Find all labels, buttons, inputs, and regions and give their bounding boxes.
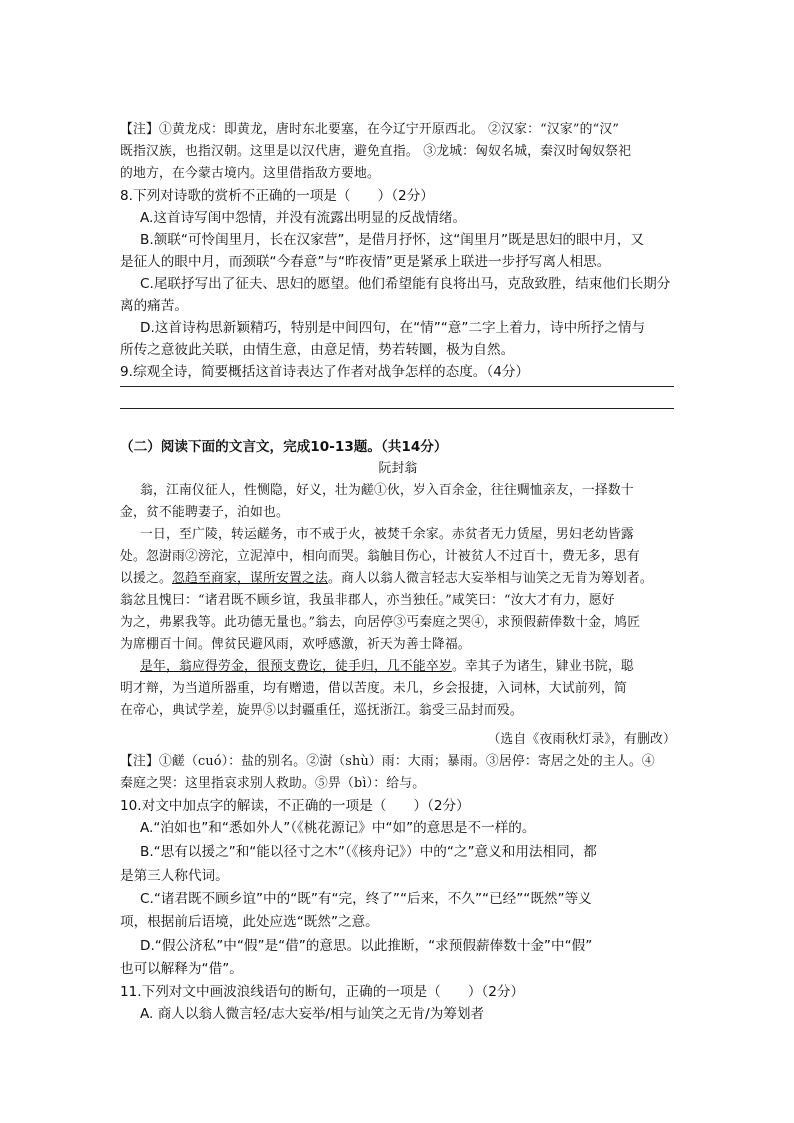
section2-heading: （二）阅读下面的文言文，完成10-13题。（共14分） bbox=[120, 439, 448, 455]
note1-line-1: 【注】①黄龙戍：即黄龙，唐时东北要塞，在今辽宁开原西北。 ②汉家：“汉家”的“汉” bbox=[120, 122, 620, 137]
q10-option-d-line1: D.“假公济私”中“假”是“借”的意思。以此推断，“求预假薪俸数十金”中“假” bbox=[140, 938, 593, 954]
passage-p3-line3: 在帝心，典试学差，旋畀⑤以封疆重任，巡抚浙江。翁受三品封而殁。 bbox=[120, 703, 523, 718]
passage-p3-line1-post: 。幸其子为诸生，肄业书院，聪 bbox=[451, 659, 634, 674]
q8-option-c-line2: 离的痛苦。 bbox=[120, 298, 188, 314]
passage-p2-line3 bbox=[120, 568, 676, 590]
q10-option-a: A.“泊如也”和“悉如外人”（《桃花源记》中“如”的意思是不一样的。 bbox=[140, 820, 536, 836]
q8-option-d-line1: D.这首诗构思新颖精巧，特别是中间四句，在“情”“意”二字上着力，诗中所抒之情与 bbox=[140, 320, 646, 336]
passage-p2-line3-pre: 以援之。 bbox=[120, 571, 172, 586]
q10-option-c-line1: C.“诸君既不顾乡谊”中的“既”有“完，终了”“后来，不久”“已经”“既然”等义 bbox=[140, 891, 592, 907]
passage-p2-line3-post: 。商人以翁人微言轻志大妄举相与讪笑之无肯为筹划者。 bbox=[327, 571, 653, 586]
passage-p1-line1: 翁，江南仪征人，性恻隐，好义，壮为鹾①伙，岁入百余金，往往赒恤亲友，一择数十 bbox=[140, 483, 634, 498]
q11-option-a: A. 商人以翁人微言轻/志大妄举/相与讪笑之无肯/为筹划者 bbox=[140, 1006, 485, 1022]
underlined-sentence-1: 忽趋至商家，谋所安置之法 bbox=[172, 571, 328, 586]
q8-option-b-line2: 是征人的眼中月，而颈联“今春意”与“昨夜情”更是紧承上联进一步抒写离人相思。 bbox=[120, 254, 611, 270]
q10-option-b-line1: B.“思有以援之”和“能以径寸之木”（《核舟记》）中的“之”意义和用法相同，都 bbox=[140, 844, 597, 860]
passage-p2-line4: 翁忿且愧曰：“诸君既不顾乡谊，我虽非郡人，亦当独任。”咸笑曰：“汝大才有力，愿好 bbox=[120, 593, 615, 608]
q8-option-c-line1: C.尾联抒写出了征夫、思妇的愿望。他们希望能有良将出马，克敌致胜，结束他们长期分 bbox=[140, 276, 671, 292]
q10-option-b-line2: 是第三人称代词。 bbox=[120, 868, 229, 884]
q9-answer-line-1[interactable] bbox=[120, 386, 674, 387]
passage-p1-line2: 金，贫不能聘妻子，泊如也。 bbox=[120, 505, 289, 520]
q8-option-b-line1: B.颔联“可怜闺里月，长在汉家营”，是借月抒怀，这“闺里月”既是思妇的眼中月，又 bbox=[140, 232, 645, 248]
note2-line-2: 秦庭之哭：这里指哀求别人救助。⑤畀（bì）：给与。 bbox=[120, 776, 426, 791]
underlined-sentence-2: 是年，翁应得劳金，很预支费讫，徒手归，几不能卒岁 bbox=[140, 659, 452, 674]
note1-line-2: 既指汉族，也指汉朝。这里是以汉代唐，避免直指。 ③龙城：匈奴名城，秦汉时匈奴祭祀 bbox=[120, 144, 632, 159]
q10-stem: 10.对文中加点字的解读，不正确的一项是（ ）（2分） bbox=[120, 798, 470, 814]
passage-title: 阮封翁 bbox=[378, 461, 418, 476]
q10-option-d-line2: 也可以解释为“借”。 bbox=[120, 961, 243, 977]
note2-line-1: 【注】①鹾（cuó）：盐的别名。②澍（shù）雨：大雨；暴雨。③居停：寄居之处的主人。④ bbox=[120, 754, 655, 769]
passage-p2-line1: 一日，至广陵，转运鹾务，市不戒于火，被焚千余家。赤贫者无力赁屋，男妇老幼皆露 bbox=[140, 527, 634, 542]
passage-p2-line2: 处。忽澍雨②滂沱，立泥淖中，相向而哭。翁触目伤心，计被贫人不过百十，费无多，思有 bbox=[120, 549, 640, 564]
note1-line-3: 的地方，在今蒙古境内。这里借指敌方要地。 bbox=[120, 166, 380, 181]
q8-option-a: A.这首诗写闺中怨情，并没有流露出明显的反战情绪。 bbox=[140, 210, 467, 226]
passage-p2-line6: 为席棚百十间。俾贫民避风雨，欢呼感激，祈天为善士降福。 bbox=[120, 637, 471, 652]
q8-stem: 8.下列对诗歌的赏析不正确的一项是（ ）（2分） bbox=[120, 188, 434, 204]
passage-source: （选自《夜雨秋灯录》，有删改） bbox=[487, 732, 676, 747]
passage-p3-line2: 明才辩，为当道所器重，均有赠遗，借以苦度。未几，乡会报捷，入词林，大试前列，简 bbox=[120, 681, 627, 696]
q10-option-c-line2: 项，根据前后语境，此处应选“既然”之意。 bbox=[120, 914, 379, 930]
q8-option-d-line2: 所传之意彼此关联，由情生意，由意足情，势若转圜，极为自然。 bbox=[120, 342, 515, 358]
q9-stem: 9.综观全诗，简要概括这首诗表达了作者对战争怎样的态度。（4分） bbox=[120, 364, 530, 380]
passage-p3-line1 bbox=[140, 656, 676, 678]
passage-p2-line5: 为之，弗累我等。此功德无量也。”翁去，向居停③丐秦庭之哭④，求预假薪俸数十金，鸠匠 bbox=[120, 615, 641, 630]
q11-stem: 11.下列对文中画波浪线语句的断句，正确的一项是（ ）（2分） bbox=[120, 984, 525, 1000]
q9-answer-line-2[interactable] bbox=[120, 408, 674, 409]
